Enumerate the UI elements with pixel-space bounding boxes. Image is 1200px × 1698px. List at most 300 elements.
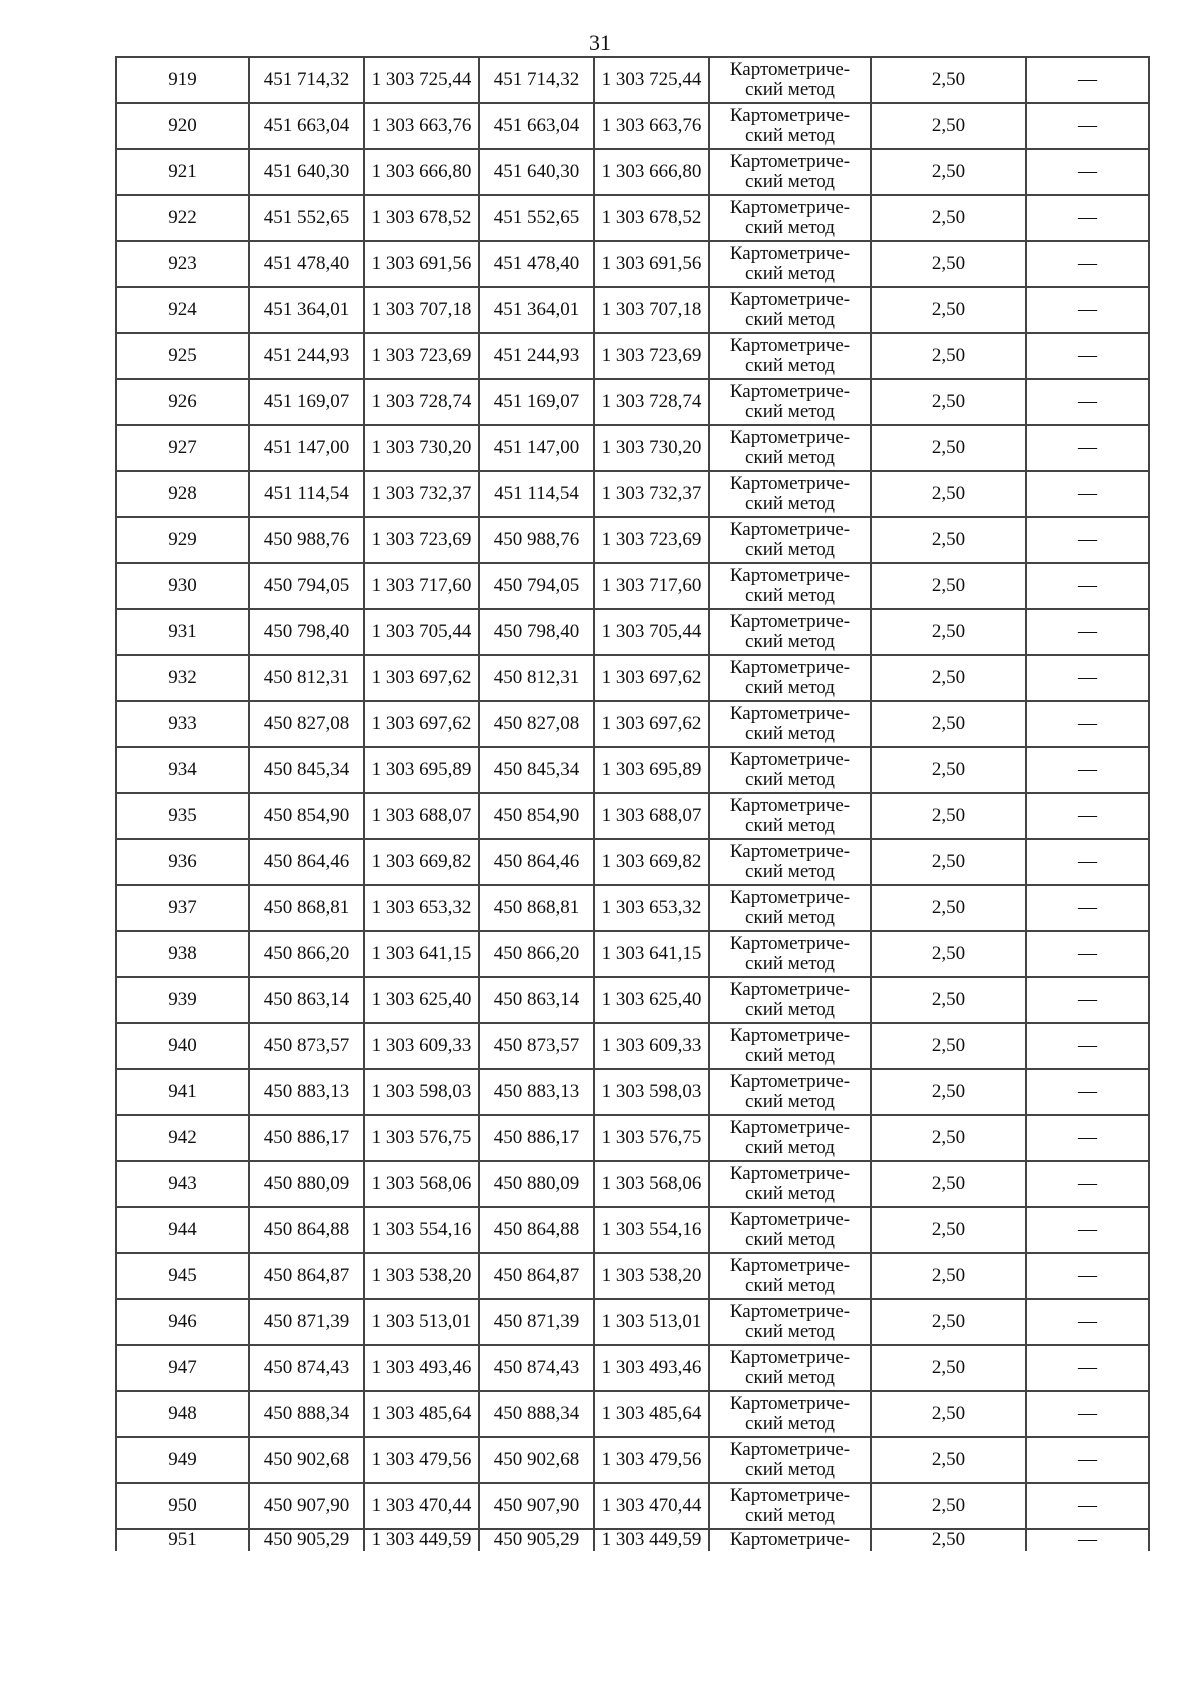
table-row [116, 241, 1149, 287]
existing-y-cell: 1 303 723,69 [364, 333, 479, 379]
method-line-1: Картометриче- [729, 519, 851, 540]
accuracy-cell: 2,50 [871, 701, 1026, 747]
refined-y-cell: 1 303 513,01 [594, 1299, 709, 1345]
method-line-1: Картометриче- [729, 979, 851, 1000]
note-cell: — [1026, 1069, 1149, 1115]
method-line-1: Картометриче- [729, 427, 851, 448]
note-cell: — [1026, 149, 1149, 195]
note-cell: — [1026, 517, 1149, 563]
refined-x-cell: 450 907,90 [479, 1483, 594, 1529]
table-row [116, 57, 1149, 103]
method-cell [709, 1529, 871, 1551]
method-line-1: Картометриче- [729, 565, 851, 586]
method-line-2: ский метод [745, 1413, 835, 1434]
existing-y-cell: 1 303 609,33 [364, 1023, 479, 1069]
refined-x-cell: 450 827,08 [479, 701, 594, 747]
method-line-1: Картометриче- [729, 151, 851, 172]
existing-y-cell: 1 303 663,76 [364, 103, 479, 149]
table-row [116, 563, 1149, 609]
refined-x-cell: 450 812,31 [479, 655, 594, 701]
table-row [116, 655, 1149, 701]
refined-y-cell: 1 303 538,20 [594, 1253, 709, 1299]
method-line-1: Картометриче- [729, 1163, 851, 1184]
accuracy-cell: 2,50 [871, 977, 1026, 1023]
note-cell: — [1026, 1483, 1149, 1529]
table-row [116, 517, 1149, 563]
method-line-2: ский метод [745, 631, 835, 652]
note-cell: — [1026, 195, 1149, 241]
refined-x-cell: 450 868,81 [479, 885, 594, 931]
note-cell: — [1026, 885, 1149, 931]
point-number-cell: 932 [116, 655, 249, 701]
note-cell: — [1026, 655, 1149, 701]
note-cell: — [1026, 747, 1149, 793]
refined-y-cell: 1 303 688,07 [594, 793, 709, 839]
method-line-2: ский метод [745, 1091, 835, 1112]
method-line-1: Картометриче- [729, 657, 851, 678]
table-row [116, 379, 1149, 425]
point-number-cell: 946 [116, 1299, 249, 1345]
method-line-2: ский метод [745, 539, 835, 560]
refined-y-cell: 1 303 653,32 [594, 885, 709, 931]
refined-y-cell: 1 303 449,59 [594, 1529, 709, 1551]
method-cell [709, 701, 871, 747]
point-number-cell: 920 [116, 103, 249, 149]
note-cell: — [1026, 379, 1149, 425]
existing-y-cell: 1 303 470,44 [364, 1483, 479, 1529]
refined-y-cell: 1 303 717,60 [594, 563, 709, 609]
point-number-cell: 940 [116, 1023, 249, 1069]
refined-x-cell: 450 905,29 [479, 1529, 594, 1551]
existing-x-cell: 450 864,88 [249, 1207, 364, 1253]
refined-y-cell: 1 303 554,16 [594, 1207, 709, 1253]
existing-y-cell: 1 303 641,15 [364, 931, 479, 977]
table-row [116, 793, 1149, 839]
accuracy-cell: 2,50 [871, 1345, 1026, 1391]
existing-y-cell: 1 303 554,16 [364, 1207, 479, 1253]
existing-y-cell: 1 303 705,44 [364, 609, 479, 655]
accuracy-cell: 2,50 [871, 517, 1026, 563]
method-cell [709, 1345, 871, 1391]
point-number-cell: 931 [116, 609, 249, 655]
accuracy-cell: 2,50 [871, 149, 1026, 195]
point-number-cell: 950 [116, 1483, 249, 1529]
accuracy-cell: 2,50 [871, 195, 1026, 241]
method-line-2: ский метод [745, 1137, 835, 1158]
coordinates-table [115, 56, 1150, 1551]
method-line-1: Картометриче- [729, 1117, 851, 1138]
point-number-cell: 938 [116, 931, 249, 977]
method-cell [709, 1115, 871, 1161]
table-row [116, 1299, 1149, 1345]
accuracy-cell: 2,50 [871, 1069, 1026, 1115]
note-cell: — [1026, 425, 1149, 471]
note-cell: — [1026, 1437, 1149, 1483]
existing-y-cell: 1 303 728,74 [364, 379, 479, 425]
accuracy-cell: 2,50 [871, 333, 1026, 379]
existing-y-cell: 1 303 493,46 [364, 1345, 479, 1391]
refined-y-cell: 1 303 598,03 [594, 1069, 709, 1115]
method-line-2: ский метод [745, 1045, 835, 1066]
refined-x-cell: 450 863,14 [479, 977, 594, 1023]
note-cell: — [1026, 1161, 1149, 1207]
method-line-2: ский метод [745, 125, 835, 146]
method-line-2: ский метод [745, 447, 835, 468]
table-row [116, 1483, 1149, 1529]
existing-y-cell: 1 303 678,52 [364, 195, 479, 241]
refined-y-cell: 1 303 728,74 [594, 379, 709, 425]
point-number-cell: 929 [116, 517, 249, 563]
refined-y-cell: 1 303 730,20 [594, 425, 709, 471]
existing-x-cell: 451 364,01 [249, 287, 364, 333]
note-cell: — [1026, 57, 1149, 103]
method-line-2: ский метод [745, 769, 835, 790]
existing-x-cell: 450 883,13 [249, 1069, 364, 1115]
method-line-1: Картометриче- [729, 1071, 851, 1092]
point-number-cell: 923 [116, 241, 249, 287]
method-line-1: Картометриче- [729, 243, 851, 264]
page-number: 31 [589, 30, 611, 55]
refined-x-cell: 450 871,39 [479, 1299, 594, 1345]
refined-y-cell: 1 303 479,56 [594, 1437, 709, 1483]
refined-x-cell: 450 864,88 [479, 1207, 594, 1253]
refined-y-cell: 1 303 697,62 [594, 655, 709, 701]
table-row [116, 1161, 1149, 1207]
method-line-2: ский метод [745, 1367, 835, 1388]
method-line-2: ский метод [745, 1321, 835, 1342]
point-number-cell: 948 [116, 1391, 249, 1437]
method-cell [709, 1299, 871, 1345]
table-row [116, 609, 1149, 655]
point-number-cell: 937 [116, 885, 249, 931]
refined-x-cell: 450 883,13 [479, 1069, 594, 1115]
refined-y-cell: 1 303 697,62 [594, 701, 709, 747]
method-line-1: Картометриче- [729, 933, 851, 954]
refined-y-cell: 1 303 641,15 [594, 931, 709, 977]
refined-x-cell: 450 874,43 [479, 1345, 594, 1391]
method-cell [709, 333, 871, 379]
refined-y-cell: 1 303 695,89 [594, 747, 709, 793]
refined-y-cell: 1 303 625,40 [594, 977, 709, 1023]
method-cell [709, 103, 871, 149]
refined-y-cell: 1 303 691,56 [594, 241, 709, 287]
existing-x-cell: 450 827,08 [249, 701, 364, 747]
accuracy-cell: 2,50 [871, 1253, 1026, 1299]
point-number-cell: 942 [116, 1115, 249, 1161]
refined-y-cell: 1 303 470,44 [594, 1483, 709, 1529]
accuracy-cell: 2,50 [871, 241, 1026, 287]
method-line-2: ский метод [745, 723, 835, 744]
existing-x-cell: 450 863,14 [249, 977, 364, 1023]
accuracy-cell: 2,50 [871, 1529, 1026, 1551]
refined-y-cell: 1 303 666,80 [594, 149, 709, 195]
existing-x-cell: 450 812,31 [249, 655, 364, 701]
note-cell: — [1026, 1023, 1149, 1069]
refined-x-cell: 450 854,90 [479, 793, 594, 839]
note-cell: — [1026, 563, 1149, 609]
existing-y-cell: 1 303 485,64 [364, 1391, 479, 1437]
refined-x-cell: 451 663,04 [479, 103, 594, 149]
table-row [116, 1023, 1149, 1069]
method-line-2: ский метод [745, 1505, 835, 1526]
method-cell [709, 195, 871, 241]
refined-x-cell: 450 988,76 [479, 517, 594, 563]
table-row [116, 287, 1149, 333]
method-line-2: ский метод [745, 79, 835, 100]
note-cell: — [1026, 931, 1149, 977]
point-number-cell: 927 [116, 425, 249, 471]
refined-x-cell: 451 169,07 [479, 379, 594, 425]
table-row [116, 1345, 1149, 1391]
method-line-1: Картометриче- [729, 1439, 851, 1460]
method-cell [709, 931, 871, 977]
existing-x-cell: 450 868,81 [249, 885, 364, 931]
method-line-2: ский метод [745, 907, 835, 928]
refined-y-cell: 1 303 576,75 [594, 1115, 709, 1161]
method-line-1: Картометриче- [729, 1301, 851, 1322]
table-row [116, 425, 1149, 471]
accuracy-cell: 2,50 [871, 885, 1026, 931]
method-cell [709, 425, 871, 471]
refined-y-cell: 1 303 723,69 [594, 517, 709, 563]
existing-y-cell: 1 303 576,75 [364, 1115, 479, 1161]
coordinates-table-body [116, 57, 1149, 1551]
refined-x-cell: 450 873,57 [479, 1023, 594, 1069]
refined-x-cell: 450 880,09 [479, 1161, 594, 1207]
refined-x-cell: 451 640,30 [479, 149, 594, 195]
method-line-1: Картометриче- [729, 59, 851, 80]
point-number-cell: 922 [116, 195, 249, 241]
point-number-cell: 934 [116, 747, 249, 793]
refined-y-cell: 1 303 678,52 [594, 195, 709, 241]
method-line-1: Картометриче- [729, 197, 851, 218]
method-line-2: ский метод [745, 861, 835, 882]
refined-y-cell: 1 303 669,82 [594, 839, 709, 885]
refined-y-cell: 1 303 609,33 [594, 1023, 709, 1069]
accuracy-cell: 2,50 [871, 57, 1026, 103]
note-cell: — [1026, 333, 1149, 379]
note-cell: — [1026, 287, 1149, 333]
existing-y-cell: 1 303 732,37 [364, 471, 479, 517]
note-cell: — [1026, 839, 1149, 885]
existing-x-cell: 450 854,90 [249, 793, 364, 839]
existing-x-cell: 450 880,09 [249, 1161, 364, 1207]
method-line-2: ский метод [745, 355, 835, 376]
accuracy-cell: 2,50 [871, 931, 1026, 977]
method-line-1: Картометриче- [729, 703, 851, 724]
accuracy-cell: 2,50 [871, 287, 1026, 333]
method-line-2: ский метод [745, 815, 835, 836]
note-cell: — [1026, 1391, 1149, 1437]
point-number-cell: 921 [116, 149, 249, 195]
existing-x-cell: 451 552,65 [249, 195, 364, 241]
method-cell [709, 1161, 871, 1207]
refined-y-cell: 1 303 707,18 [594, 287, 709, 333]
table-row [116, 1207, 1149, 1253]
table-row [116, 1115, 1149, 1161]
refined-y-cell: 1 303 568,06 [594, 1161, 709, 1207]
method-cell [709, 1207, 871, 1253]
refined-x-cell: 451 552,65 [479, 195, 594, 241]
note-cell: — [1026, 1253, 1149, 1299]
method-line-1: Картометриче- [729, 1529, 851, 1550]
refined-y-cell: 1 303 493,46 [594, 1345, 709, 1391]
refined-y-cell: 1 303 725,44 [594, 57, 709, 103]
table-row [116, 747, 1149, 793]
method-line-1: Картометриче- [729, 381, 851, 402]
existing-x-cell: 450 886,17 [249, 1115, 364, 1161]
refined-x-cell: 450 902,68 [479, 1437, 594, 1483]
note-cell: — [1026, 471, 1149, 517]
method-cell [709, 747, 871, 793]
existing-x-cell: 451 640,30 [249, 149, 364, 195]
note-cell: — [1026, 1345, 1149, 1391]
existing-y-cell: 1 303 538,20 [364, 1253, 479, 1299]
method-cell [709, 1023, 871, 1069]
method-line-2: ский метод [745, 1183, 835, 1204]
note-cell: — [1026, 1207, 1149, 1253]
point-number-cell: 935 [116, 793, 249, 839]
existing-x-cell: 450 905,29 [249, 1529, 364, 1551]
method-cell [709, 1437, 871, 1483]
method-line-1: Картометриче- [729, 1347, 851, 1368]
refined-x-cell: 450 864,46 [479, 839, 594, 885]
method-cell [709, 1483, 871, 1529]
method-line-1: Картометриче- [729, 841, 851, 862]
note-cell: — [1026, 103, 1149, 149]
existing-x-cell: 450 888,34 [249, 1391, 364, 1437]
existing-y-cell: 1 303 717,60 [364, 563, 479, 609]
method-cell [709, 379, 871, 425]
method-line-2: ский метод [745, 999, 835, 1020]
existing-x-cell: 450 871,39 [249, 1299, 364, 1345]
point-number-cell: 947 [116, 1345, 249, 1391]
point-number-cell: 926 [116, 379, 249, 425]
accuracy-cell: 2,50 [871, 609, 1026, 655]
table-row [116, 1437, 1149, 1483]
existing-y-cell: 1 303 625,40 [364, 977, 479, 1023]
point-number-cell: 924 [116, 287, 249, 333]
method-line-1: Картометриче- [729, 335, 851, 356]
refined-x-cell: 450 864,87 [479, 1253, 594, 1299]
method-cell [709, 471, 871, 517]
method-cell [709, 563, 871, 609]
accuracy-cell: 2,50 [871, 747, 1026, 793]
existing-y-cell: 1 303 725,44 [364, 57, 479, 103]
existing-x-cell: 451 478,40 [249, 241, 364, 287]
method-line-1: Картометриче- [729, 289, 851, 310]
method-cell [709, 57, 871, 103]
method-cell [709, 977, 871, 1023]
existing-y-cell: 1 303 669,82 [364, 839, 479, 885]
point-number-cell: 949 [116, 1437, 249, 1483]
method-line-1: Картометриче- [729, 1393, 851, 1414]
point-number-cell: 928 [116, 471, 249, 517]
method-cell [709, 1069, 871, 1115]
existing-x-cell: 450 907,90 [249, 1483, 364, 1529]
note-cell: — [1026, 609, 1149, 655]
accuracy-cell: 2,50 [871, 1437, 1026, 1483]
existing-x-cell: 450 866,20 [249, 931, 364, 977]
method-line-1: Картометриче- [729, 611, 851, 632]
method-line-2: ский метод [745, 1275, 835, 1296]
accuracy-cell: 2,50 [871, 563, 1026, 609]
accuracy-cell: 2,50 [871, 379, 1026, 425]
method-line-2: ский метод [745, 585, 835, 606]
existing-x-cell: 450 902,68 [249, 1437, 364, 1483]
table-row [116, 885, 1149, 931]
method-line-2: ский метод [745, 953, 835, 974]
table-row [116, 471, 1149, 517]
refined-y-cell: 1 303 723,69 [594, 333, 709, 379]
refined-x-cell: 450 866,20 [479, 931, 594, 977]
method-line-1: Картометриче- [729, 105, 851, 126]
point-number-cell: 945 [116, 1253, 249, 1299]
point-number-cell: 941 [116, 1069, 249, 1115]
accuracy-cell: 2,50 [871, 425, 1026, 471]
method-line-2: ский метод [745, 263, 835, 284]
existing-y-cell: 1 303 697,62 [364, 701, 479, 747]
existing-x-cell: 451 114,54 [249, 471, 364, 517]
table-row [116, 931, 1149, 977]
existing-y-cell: 1 303 653,32 [364, 885, 479, 931]
refined-y-cell: 1 303 485,64 [594, 1391, 709, 1437]
table-row [116, 103, 1149, 149]
existing-y-cell: 1 303 688,07 [364, 793, 479, 839]
method-cell [709, 241, 871, 287]
accuracy-cell: 2,50 [871, 1299, 1026, 1345]
method-line-1: Картометриче- [729, 749, 851, 770]
refined-x-cell: 450 886,17 [479, 1115, 594, 1161]
existing-x-cell: 450 988,76 [249, 517, 364, 563]
existing-y-cell: 1 303 666,80 [364, 149, 479, 195]
existing-x-cell: 451 147,00 [249, 425, 364, 471]
method-line-1: Картометриче- [729, 1209, 851, 1230]
accuracy-cell: 2,50 [871, 1115, 1026, 1161]
method-line-1: Картометриче- [729, 473, 851, 494]
note-cell: — [1026, 241, 1149, 287]
accuracy-cell: 2,50 [871, 793, 1026, 839]
method-line-1: Картометриче- [729, 1025, 851, 1046]
existing-y-cell: 1 303 598,03 [364, 1069, 479, 1115]
method-line-2: ский метод [745, 217, 835, 238]
accuracy-cell: 2,50 [871, 1207, 1026, 1253]
point-number-cell: 943 [116, 1161, 249, 1207]
existing-x-cell: 451 714,32 [249, 57, 364, 103]
existing-y-cell: 1 303 723,69 [364, 517, 479, 563]
refined-x-cell: 451 147,00 [479, 425, 594, 471]
point-number-cell: 936 [116, 839, 249, 885]
table-row [116, 149, 1149, 195]
existing-y-cell: 1 303 568,06 [364, 1161, 479, 1207]
method-cell [709, 793, 871, 839]
note-cell: — [1026, 977, 1149, 1023]
table-row [116, 701, 1149, 747]
existing-x-cell: 451 244,93 [249, 333, 364, 379]
accuracy-cell: 2,50 [871, 1161, 1026, 1207]
existing-x-cell: 450 864,87 [249, 1253, 364, 1299]
point-number-cell: 939 [116, 977, 249, 1023]
table-row [116, 977, 1149, 1023]
method-line-2: ский метод [745, 493, 835, 514]
method-line-2: ский метод [745, 401, 835, 422]
existing-x-cell: 450 798,40 [249, 609, 364, 655]
method-cell [709, 517, 871, 563]
table-row [116, 1529, 1149, 1551]
existing-y-cell: 1 303 695,89 [364, 747, 479, 793]
point-number-cell: 919 [116, 57, 249, 103]
method-cell [709, 609, 871, 655]
